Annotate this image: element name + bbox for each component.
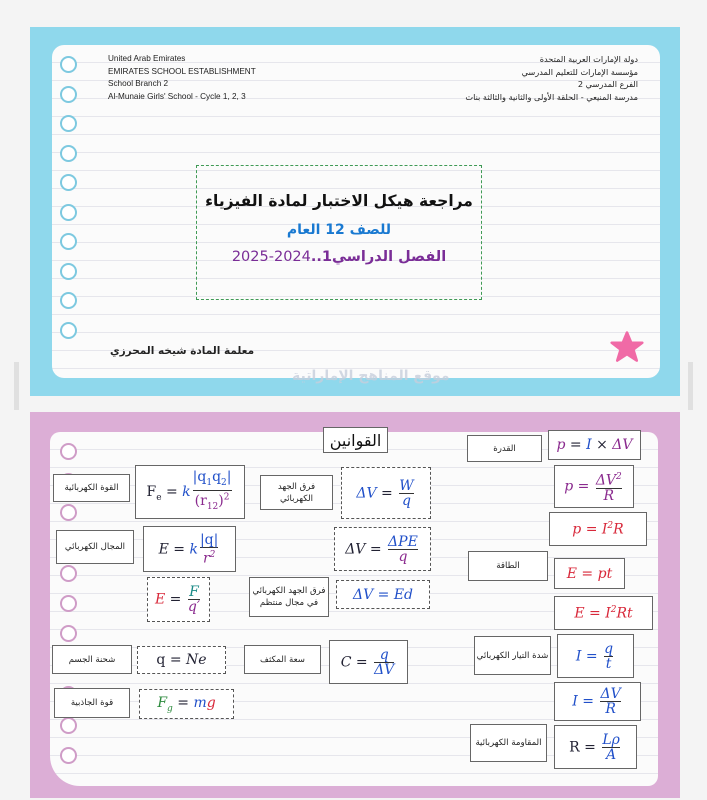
formula-charge: q = Ne: [137, 646, 226, 674]
formula-field-point-charge: E = k $\frac{|q|}{r^2}$: [143, 526, 236, 572]
binder-holes: [60, 56, 78, 351]
header-ar-line: مدرسة المنيعي - الحلقة الأولى والثانية والثالثة بنات: [465, 91, 638, 102]
formula-resistivity: R = $\frac{L\rho}{A}$: [554, 725, 637, 769]
label-current: شدة التيار الكهربائي: [474, 636, 551, 675]
formula-potential-energy: ΔV = ΔPE q: [334, 527, 431, 571]
formula-power-voltage: p = $\frac{\Delta V^2}{R}$: [554, 465, 634, 508]
formula-field-force: E = $\frac{F}{q'}$: [147, 577, 210, 622]
label-energy: الطاقة: [468, 551, 548, 581]
review-title: مراجعة هيكل الاختبار لمادة الفيزياء: [205, 192, 473, 210]
binder-hole: [60, 747, 77, 764]
label-electric-force: القوة الكهربائية: [53, 474, 130, 502]
title-box: [196, 165, 482, 300]
formula-coulomb-law: $F_e = k$ $\frac{|q_1q_2|}{(r_{12})^2}$: [135, 465, 245, 519]
binder-hole: [60, 86, 77, 103]
laws-heading: [323, 427, 388, 453]
formula-uniform-field: ΔV = Ed: [336, 580, 430, 609]
grade-label: للصف 12 العام: [286, 222, 392, 238]
binder-hole: [60, 204, 77, 221]
header-en-line: EMIRATES SCHOOL ESTABLISHMENT: [108, 66, 256, 76]
binder-hole: [60, 115, 77, 132]
left-edge-mark: [14, 362, 19, 410]
formula-power-resistance: $p = I^2R$: [549, 512, 647, 546]
header-english: [108, 53, 256, 103]
header-ar-line: دولة الإمارات العربية المتحدة: [539, 54, 638, 64]
binder-hole: [60, 625, 77, 642]
binder-hole: [60, 145, 77, 162]
teacher-name: معلمة المادة شيخه المحرزي: [110, 345, 255, 357]
header-en-line: United Arab Emirates: [108, 54, 186, 63]
term-name: الفصل الدراسي1..: [310, 249, 447, 265]
label-charge: شحنة الجسم: [52, 645, 132, 674]
header-en-line: Al-Munaie Girls' School - Cycle 1, 2, 3: [108, 91, 246, 101]
right-edge-mark: [688, 362, 693, 410]
label-gravity: قوة الجاذبية: [54, 688, 130, 718]
term-label: [197, 249, 481, 265]
label-electric-field: المجال الكهربائي: [56, 530, 134, 564]
formula-energy-resistance: $E = I^2Rt$: [554, 596, 653, 630]
binder-hole: [60, 717, 77, 734]
formula-power-current: p = I × ΔV: [548, 430, 641, 460]
label-power: القدرة: [467, 435, 542, 462]
header-ar-line: مؤسسة الإمارات للتعليم المدرسي: [521, 66, 638, 77]
binder-hole: [60, 595, 77, 612]
header-en-line: School Branch 2: [108, 79, 169, 89]
laws-heading-text: القوانين: [329, 430, 382, 450]
formula-potential-work: ΔV = $\frac{W}{q}$: [341, 467, 431, 519]
formula-capacitance: C = $\frac{q}{\Delta V}$: [329, 640, 408, 684]
formula-gravity: $F_g$ = mg: [139, 689, 234, 719]
binder-hole: [60, 174, 77, 191]
term-years: 2024-2025: [231, 249, 311, 265]
label-capacitance: سعة المكثف: [244, 645, 321, 674]
formula-current: I = $\frac{q}{t}$: [557, 634, 634, 678]
label-potential-difference: فرق الجهد الكهربائي: [260, 475, 333, 510]
binder-hole: [60, 565, 77, 582]
label-uniform-field-potential: فرق الجهد الكهربائي في مجال منتظم: [249, 577, 329, 617]
binder-hole: [60, 504, 77, 521]
binder-hole: [60, 56, 77, 73]
binder-hole: [60, 292, 77, 309]
binder-hole: [60, 443, 77, 460]
formula-energy-power: E = pt: [554, 558, 625, 589]
header-ar-line: الفرع المدرسي 2: [577, 79, 638, 90]
header-arabic: [465, 53, 638, 103]
binder-hole: [60, 233, 77, 250]
formula-ohms-law: I = $\frac{\Delta V}{R}$: [554, 682, 641, 721]
star-icon: [610, 330, 644, 364]
binder-hole: [60, 263, 77, 280]
binder-hole: [60, 322, 77, 339]
label-resistance: المقاومة الكهربائية: [470, 724, 547, 762]
watermark-text: موقع المناهج الإماراتية: [292, 368, 450, 384]
